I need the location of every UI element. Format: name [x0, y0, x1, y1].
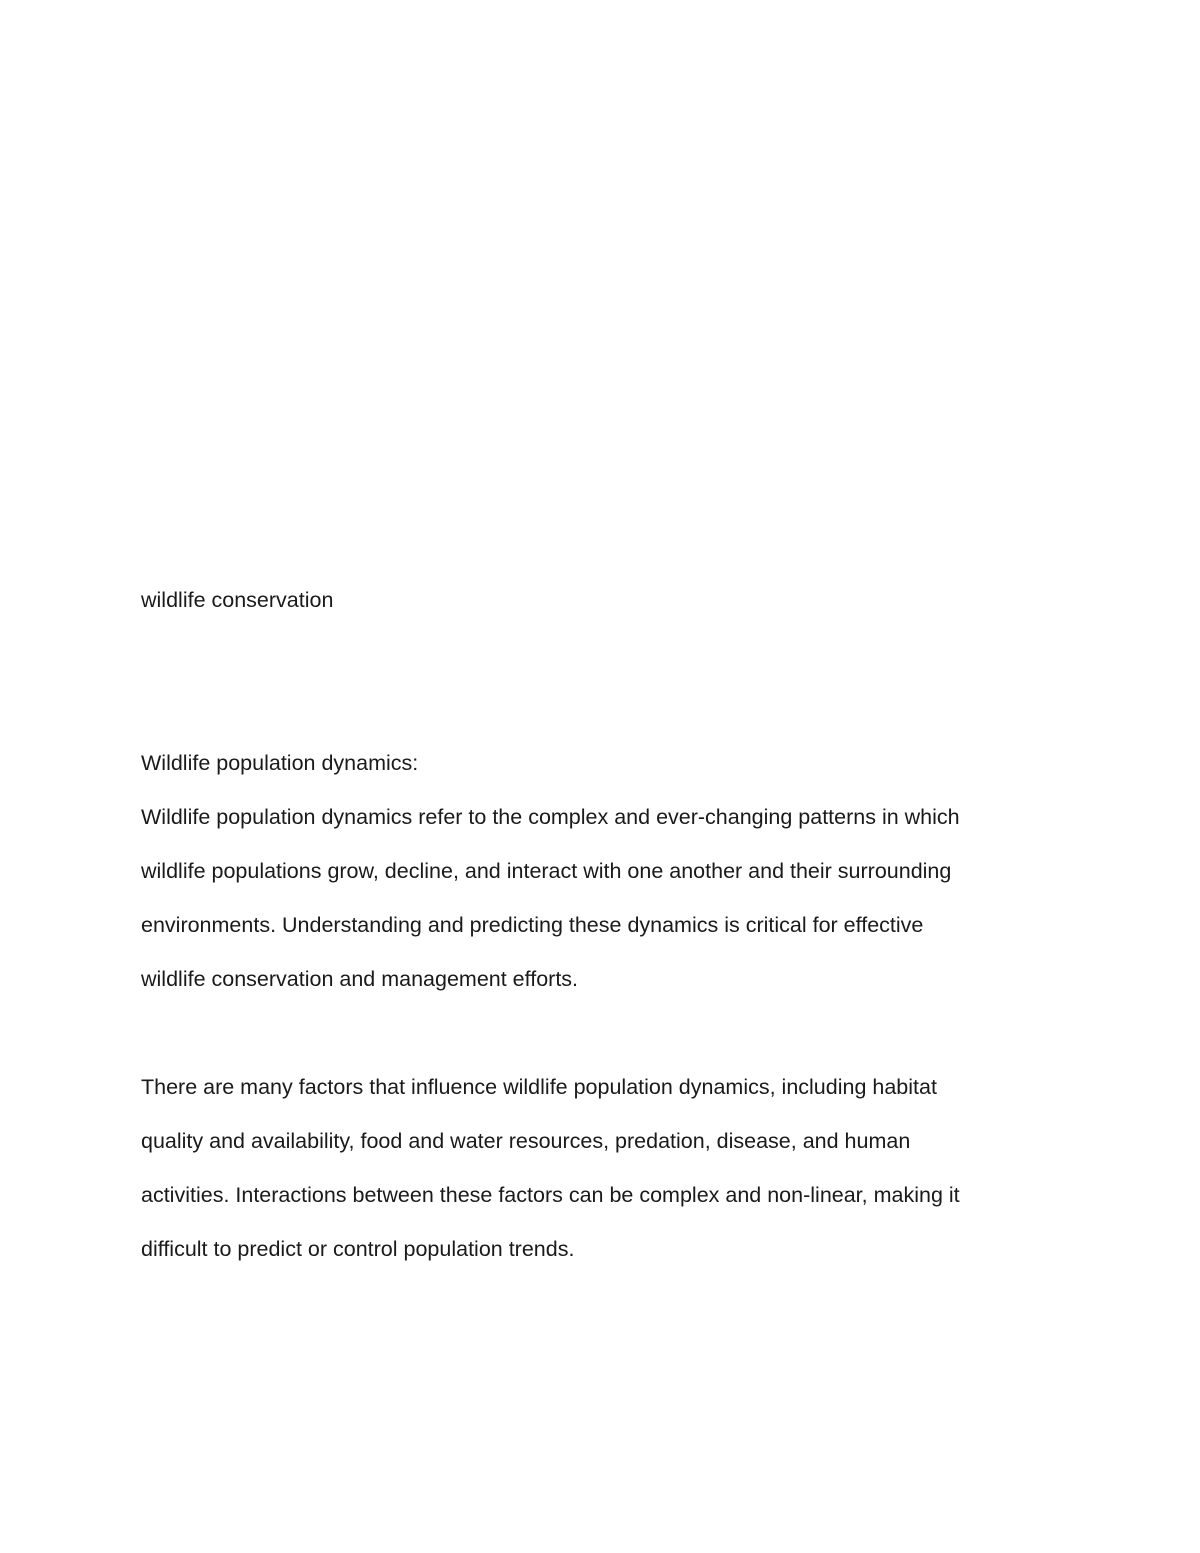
- paragraph-line: wildlife conservation and management efforts.: [141, 967, 579, 991]
- paragraph-line: activities. Interactions between these factors can be complex and non-linear, making it: [141, 1183, 960, 1207]
- paragraph-line: difficult to predict or control population trends.: [141, 1237, 575, 1261]
- document-title: wildlife conservation: [141, 588, 334, 612]
- paragraph-line: Wildlife population dynamics refer to the complex and ever-changing patterns in which: [141, 805, 960, 829]
- paragraph-line: environments. Understanding and predicting these dynamics is critical for effective: [141, 913, 924, 937]
- paragraph-line: There are many factors that influence wildlife population dynamics, including habitat: [141, 1075, 937, 1099]
- paragraph-line: quality and availability, food and water resources, predation, disease, and human: [141, 1129, 911, 1153]
- section-heading: Wildlife population dynamics:: [141, 751, 419, 775]
- paragraph-line: wildlife populations grow, decline, and interact with one another and their surrounding: [141, 859, 952, 883]
